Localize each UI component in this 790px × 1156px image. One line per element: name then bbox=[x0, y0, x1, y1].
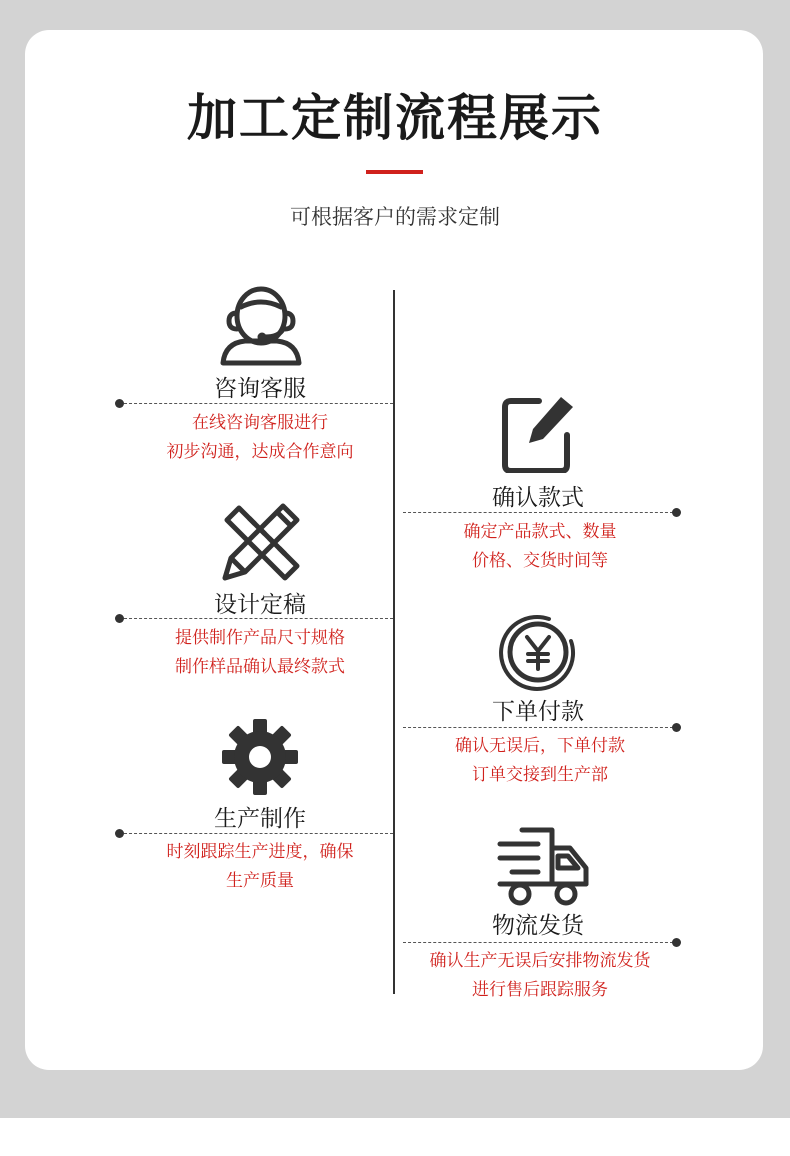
description-line: 初步沟通，达成合作意向 bbox=[166, 442, 354, 462]
step-title: 生产制作 bbox=[214, 806, 306, 832]
timeline-dot bbox=[115, 829, 124, 838]
step-title: 咨询客服 bbox=[214, 376, 306, 402]
gear-icon bbox=[222, 719, 298, 795]
customer-service-icon bbox=[219, 283, 303, 367]
step-description bbox=[100, 624, 420, 682]
dashed-divider bbox=[124, 618, 393, 619]
dashed-divider bbox=[403, 512, 673, 513]
page-subtitle: 可根据客户的需求定制 bbox=[290, 205, 500, 229]
timeline-dot bbox=[672, 938, 681, 947]
description-line: 确定产品款式、数量 bbox=[463, 522, 617, 542]
timeline-dot bbox=[672, 723, 681, 732]
yen-coin-icon bbox=[497, 611, 579, 693]
page-title: 加工定制流程展示 bbox=[187, 89, 603, 147]
description-line: 在线咨询客服进行 bbox=[192, 413, 328, 433]
title-underline bbox=[366, 170, 423, 174]
description-line: 生产质量 bbox=[226, 871, 294, 891]
design-tools-icon bbox=[219, 500, 303, 584]
timeline-dot bbox=[115, 399, 124, 408]
step-title: 设计定稿 bbox=[214, 592, 306, 618]
description-line: 提供制作产品尺寸规格 bbox=[175, 628, 345, 648]
description-line: 进行售后跟踪服务 bbox=[472, 980, 608, 1000]
dashed-divider bbox=[403, 942, 673, 943]
step-description bbox=[100, 838, 420, 896]
step-description bbox=[380, 518, 700, 576]
step-description bbox=[380, 947, 700, 1005]
delivery-truck-icon bbox=[496, 826, 590, 908]
dashed-divider bbox=[124, 403, 393, 404]
timeline-dot bbox=[115, 614, 124, 623]
edit-icon bbox=[499, 395, 575, 473]
description-line: 制作样品确认最终款式 bbox=[175, 657, 345, 677]
step-title: 下单付款 bbox=[492, 699, 584, 725]
description-line: 价格、交货时间等 bbox=[472, 551, 608, 571]
description-line: 订单交接到生产部 bbox=[472, 765, 608, 785]
step-title: 确认款式 bbox=[492, 485, 584, 511]
description-line: 时刻跟踪生产进度，确保 bbox=[166, 842, 354, 862]
timeline-dot bbox=[672, 508, 681, 517]
step-title: 物流发货 bbox=[492, 913, 584, 939]
description-line: 确认无误后，下单付款 bbox=[455, 736, 625, 756]
dashed-divider bbox=[124, 833, 393, 834]
description-line: 确认生产无误后安排物流发货 bbox=[429, 951, 651, 971]
step-description bbox=[100, 409, 420, 467]
dashed-divider bbox=[403, 727, 673, 728]
step-description bbox=[380, 732, 700, 790]
